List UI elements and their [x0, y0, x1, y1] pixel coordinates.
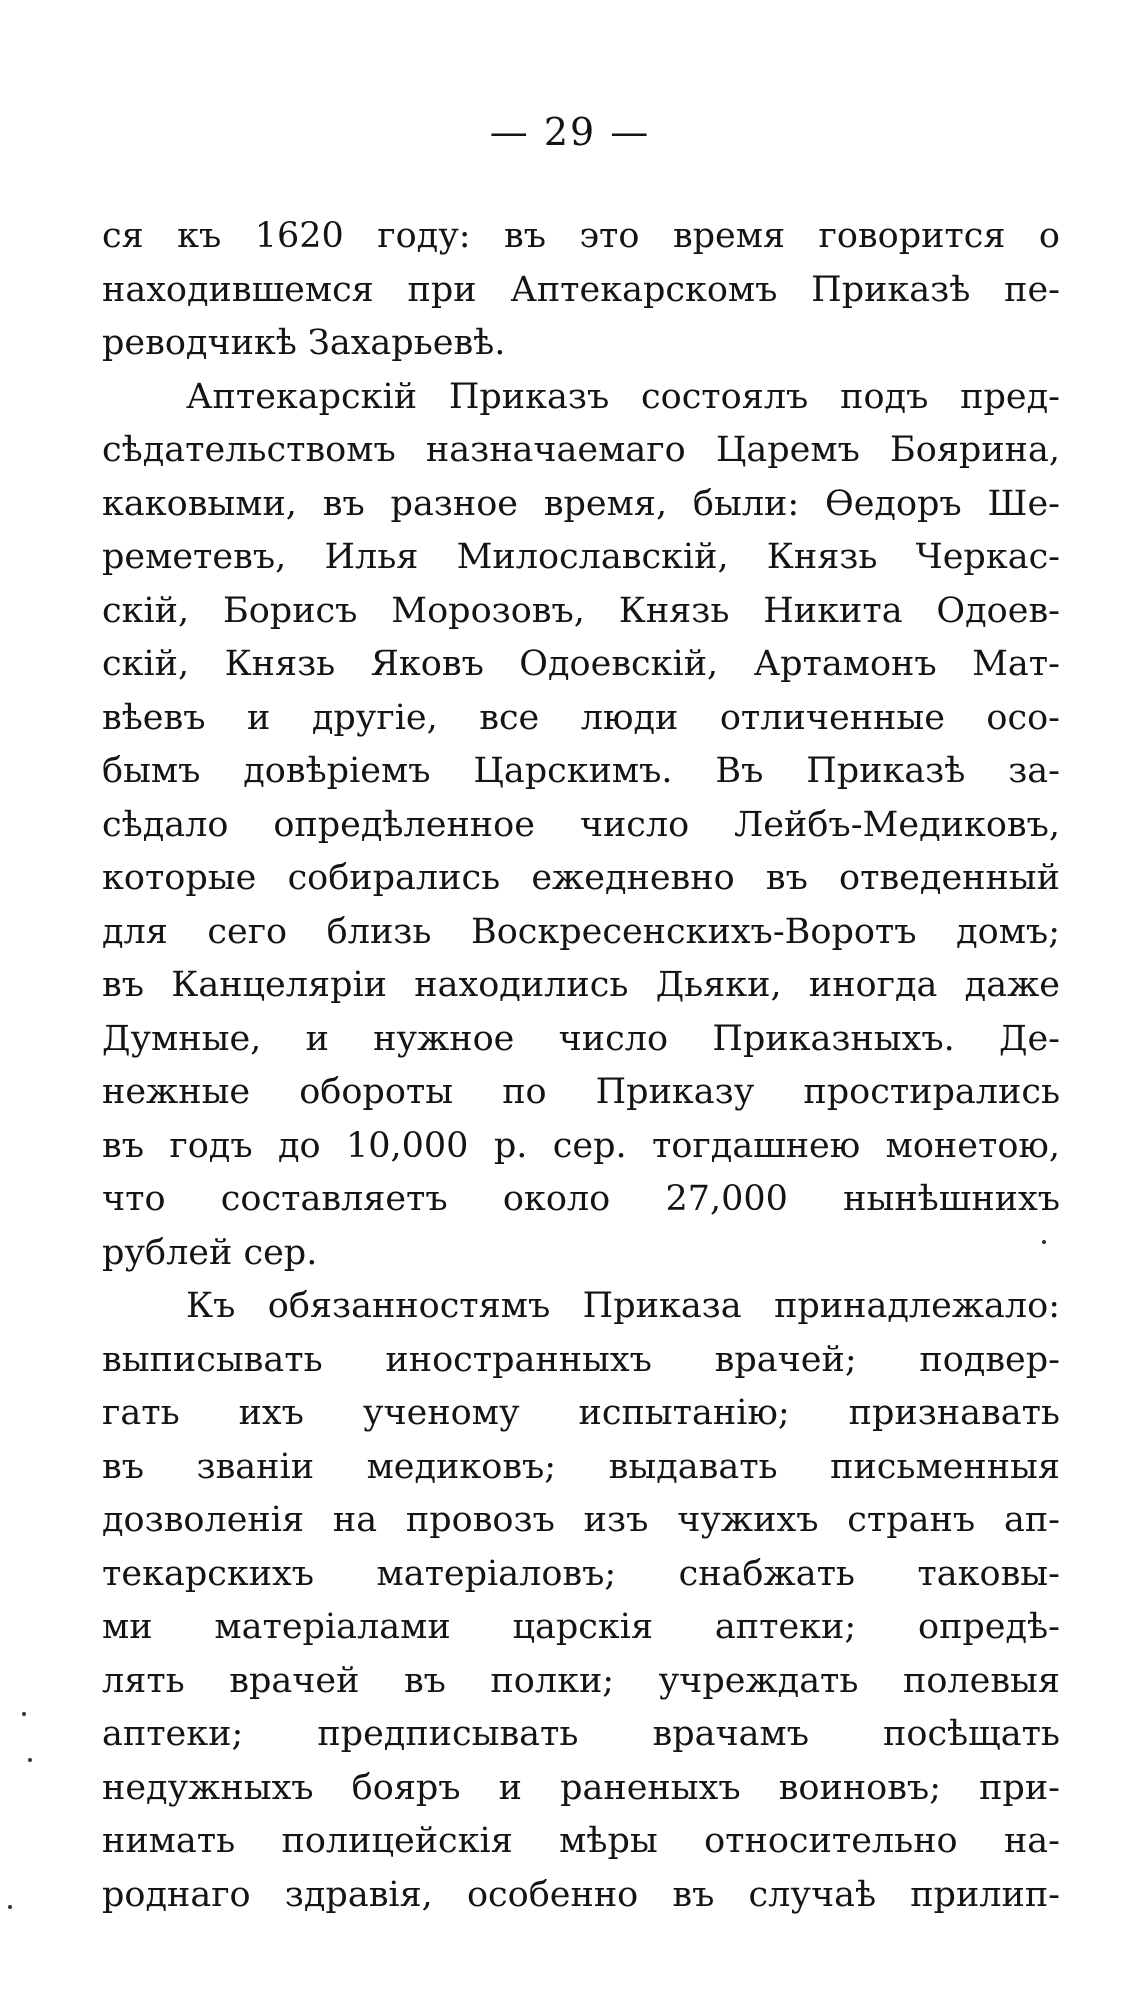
text-line: реметевъ, Илья Милославскій, Князь Черкас- — [102, 537, 1060, 577]
text-line: находившемся при Аптекарскомъ Приказѣ пе- — [102, 269, 1060, 310]
paragraph-2 — [102, 371, 1060, 1281]
text-line: Къ обязанностямъ Приказа принадлежало: — [186, 1286, 1060, 1326]
text-line: роднаго здравія, особенно въ случаѣ прилип- — [102, 1874, 1060, 1915]
page-number: — 29 — — [489, 110, 651, 154]
text-line: недужныхъ бояръ и раненыхъ воиновъ; при- — [102, 1767, 1060, 1808]
text-line: ми матеріалами царскія аптеки; опредѣ- — [102, 1607, 1060, 1647]
text-line: вѣевъ и другіе, все люди отличенные осо- — [102, 697, 1060, 738]
scan-speck — [22, 1712, 26, 1716]
scan-speck — [8, 1905, 12, 1909]
paragraph-3 — [102, 1280, 1060, 1922]
text-line: скій, Борисъ Морозовъ, Князь Никита Одоев- — [102, 590, 1060, 631]
text-line: Думные, и нужное число Приказныхъ. Де- — [102, 1018, 1060, 1059]
text-line: что составляетъ около 27,000 нынѣшнихъ — [102, 1179, 1060, 1219]
text-line: рублей сер. — [102, 1232, 318, 1273]
text-line: въ званіи медиковъ; выдавать письменныя — [102, 1446, 1060, 1487]
text-line: въ Канцеляріи находились Дьяки, иногда даже — [102, 965, 1060, 1005]
scan-speck — [28, 1758, 32, 1762]
text-line: которые собирались ежедневно въ отведенный — [102, 858, 1060, 898]
text-line: аптеки; предписывать врачамъ посѣщать — [102, 1714, 1060, 1754]
text-line: гать ихъ ученому испытанію; признавать — [102, 1393, 1060, 1433]
paragraph-1 — [102, 210, 1060, 371]
text-line: нежные обороты по Приказу простирались — [102, 1072, 1060, 1112]
text-line: Аптекарскій Приказъ состоялъ подъ пред- — [186, 376, 1060, 417]
text-line: ся къ 1620 году: въ это время говорится о — [102, 216, 1060, 256]
text-line: текарскихъ матеріаловъ; снабжать таковы- — [102, 1553, 1060, 1594]
text-line: каковыми, въ разное время, были: Ѳедоръ Ше- — [102, 483, 1060, 524]
scan-speck — [1042, 1240, 1046, 1244]
text-line: дозволенія на провозъ изъ чужихъ странъ ап- — [102, 1500, 1060, 1540]
text-line: бымъ довѣріемъ Царскимъ. Въ Приказѣ за- — [102, 751, 1060, 791]
text-line: сѣдательствомъ назначаемаго Царемъ Боярина, — [102, 430, 1060, 470]
body-text — [102, 210, 1060, 1922]
text-line: реводчикѣ Захарьевѣ. — [102, 323, 506, 363]
text-line: въ годъ до 10,000 р. сер. тогдашнею монетою, — [102, 1125, 1060, 1166]
text-line: скій, Князь Яковъ Одоевскій, Артамонъ Мат- — [102, 644, 1060, 684]
text-line: нимать полицейскія мѣры относительно на- — [102, 1821, 1060, 1861]
text-line: лять врачей въ полки; учреждать полевыя — [102, 1660, 1060, 1701]
text-line: сѣдало опредѣленное число Лейбъ-Медиковъ, — [102, 804, 1060, 845]
text-line: для сего близь Воскресенскихъ-Воротъ домъ; — [102, 911, 1060, 952]
text-line: выписывать иностранныхъ врачей; подвер- — [102, 1339, 1060, 1380]
